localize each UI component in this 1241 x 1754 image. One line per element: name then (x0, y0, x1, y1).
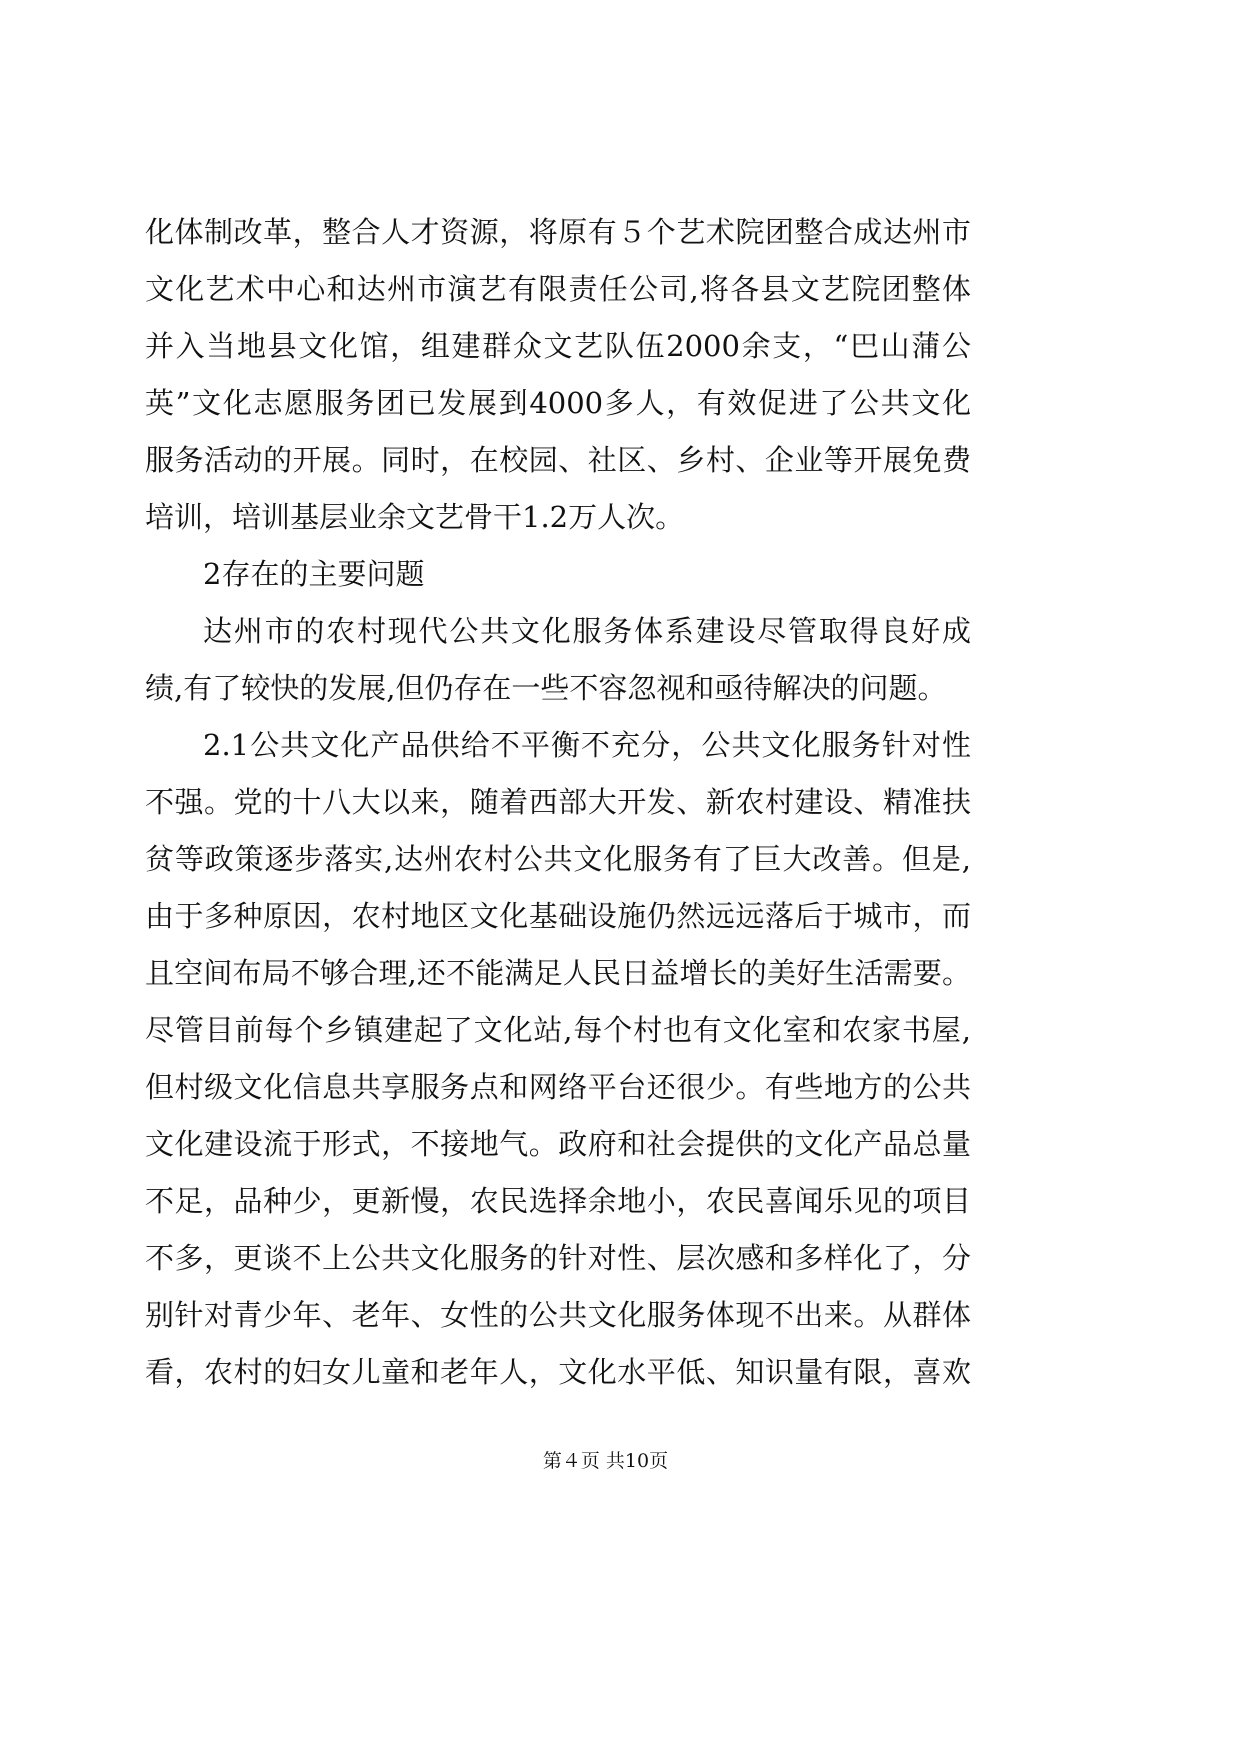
text-line: 由于多种原因，农村地区文化基础设施仍然远远落后于城市，而 (145, 899, 971, 933)
text-line: 且空间布局不够合理,还不能满足人民日益增长的美好生活需要。 (145, 956, 971, 990)
text-line: 不足，品种少，更新慢，农民选择余地小，农民喜闻乐见的项目 (145, 1184, 971, 1218)
text-line: 培训，培训基层业余文艺骨干1.2万人次。 (145, 500, 685, 534)
text-line: 但村级文化信息共享服务点和网络平台还很少。有些地方的公共 (145, 1070, 971, 1104)
text-line: 达州市的农村现代公共文化服务体系建设尽管取得良好成 (203, 614, 971, 648)
text-line: 别针对青少年、老年、女性的公共文化服务体现不出来。从群体 (145, 1298, 971, 1332)
text-line: 服务活动的开展。同时，在校园、社区、乡村、企业等开展免费 (145, 443, 971, 477)
text-line: 文化艺术中心和达州市演艺有限责任公司,将各县文艺院团整体 (145, 272, 971, 306)
text-line: 贫等政策逐步落实,达州农村公共文化服务有了巨大改善。但是, (145, 842, 971, 876)
text-line: 文化建设流于形式，不接地气。政府和社会提供的文化产品总量 (145, 1127, 971, 1161)
page-footer: 第４页 共10页 (542, 1450, 669, 1472)
text-line: 不多，更谈不上公共文化服务的针对性、层次感和多样化了，分 (145, 1241, 971, 1275)
text-line: 化体制改革，整合人才资源，将原有５个艺术院团整合成达州市 (145, 215, 971, 249)
text-line: 绩,有了较快的发展,但仍存在一些不容忽视和亟待解决的问题。 (145, 671, 947, 705)
text-line: 尽管目前每个乡镇建起了文化站,每个村也有文化室和农家书屋, (145, 1013, 971, 1047)
text-line: 英”文化志愿服务团已发展到4000多人，有效促进了公共文化 (145, 386, 971, 420)
text-line: 2存在的主要问题 (203, 557, 425, 591)
text-line: 2.1公共文化产品供给不平衡不充分，公共文化服务针对性 (203, 728, 971, 762)
text-line: 不强。党的十八大以来，随着西部大开发、新农村建设、精准扶 (145, 785, 971, 819)
text-line: 看，农村的妇女儿童和老年人，文化水平低、知识量有限，喜欢 (145, 1355, 971, 1389)
text-line: 并入当地县文化馆，组建群众文艺队伍2000余支，“巴山蒲公 (145, 329, 971, 363)
